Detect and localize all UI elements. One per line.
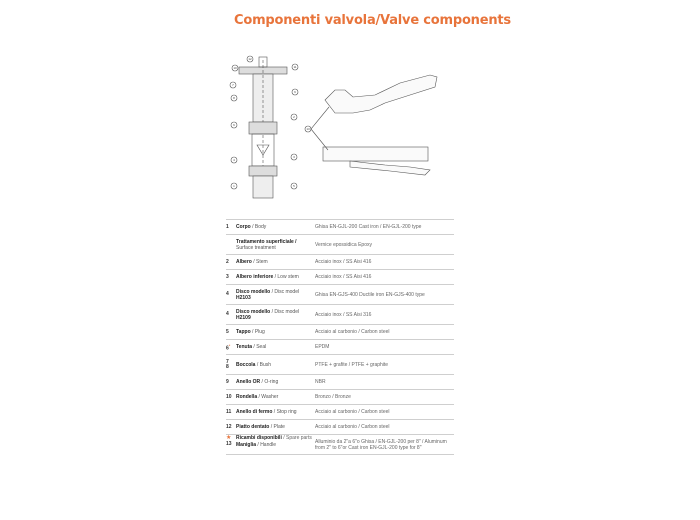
callout-2: 2 — [293, 115, 295, 119]
spare-star-icon: * — [228, 342, 231, 348]
callout-6: 6 — [233, 123, 235, 127]
handle-side — [325, 75, 437, 113]
callout-13: 13 — [306, 127, 310, 131]
table-row: 11 Anello di fermo / Stop ring Acciaio al carbonio / Carbon steel — [226, 405, 454, 420]
callout-12: 12 — [248, 57, 252, 61]
callout-4: 4 — [233, 158, 235, 162]
callout-5: 5 — [293, 184, 295, 188]
table-row: 9 Anello OR / O-ring NBR — [226, 375, 454, 390]
table-row: 10 Rondella / Washer Bronzo / Bronze — [226, 390, 454, 405]
spare-parts-legend: ★ Ricambi disponibili / Spare parts — [226, 434, 312, 441]
callout-8: 8 — [233, 96, 235, 100]
star-icon: ★ — [226, 435, 232, 441]
table-row: 6* Tenuta / Seal EPDM — [226, 340, 454, 355]
mid-flange — [249, 122, 277, 134]
handle-top — [323, 147, 428, 161]
lower-body — [253, 176, 273, 198]
table-row: 3 Albero inferiore / Low stem Acciaio inox / SS Aisi 416 — [226, 270, 454, 285]
valve-diagram — [225, 55, 455, 205]
callout-10: 10 — [233, 66, 237, 70]
callout-11: 11 — [293, 65, 297, 69]
table-row: 7 8 Boccola / Bush PTFE + grafite / PTFE + graphite — [226, 355, 454, 375]
table-row: 5 Tappo / Plug Acciaio al carbonio / Carbon steel — [226, 325, 454, 340]
callout-9: 9 — [294, 90, 296, 94]
table-row: 12 Piatto dentato / Plate Acciaio al carbonio / Carbon steel — [226, 420, 454, 435]
callout-1: 1 — [233, 184, 235, 188]
table-row: 4 Disco modello / Disc model H2103 Ghisa EN-GJS-400 Ductile iron EN-GJS-400 type — [226, 285, 454, 305]
table-row: 4 Disco modello / Disc model H2109 Acciaio inox / SS Aisi 316 — [226, 305, 454, 325]
components-table — [226, 219, 454, 455]
table-row: 13 Maniglia / Handle Alluminio da 2"a 6"o Ghisa / EN-GJL-200 per 8" / Aluminum from 2" to 6"or Cast iron EN-GJL-200 type for 8" — [226, 435, 454, 455]
callout-7: 7 — [232, 83, 234, 87]
table-row: 2 Albero / Stem Acciaio inox / SS Aisi 416 — [226, 255, 454, 270]
table-row: 1 Corpo / Body Ghisa EN-GJL-200 Cast iron / EN-GJL-200 type — [226, 219, 454, 235]
table-row: Trattamento superficiale / Surface treatment Vernice epossidica Epoxy — [226, 235, 454, 255]
callout-3: 3 — [293, 155, 295, 159]
page-title: Componenti valvola/Valve components — [234, 13, 511, 28]
